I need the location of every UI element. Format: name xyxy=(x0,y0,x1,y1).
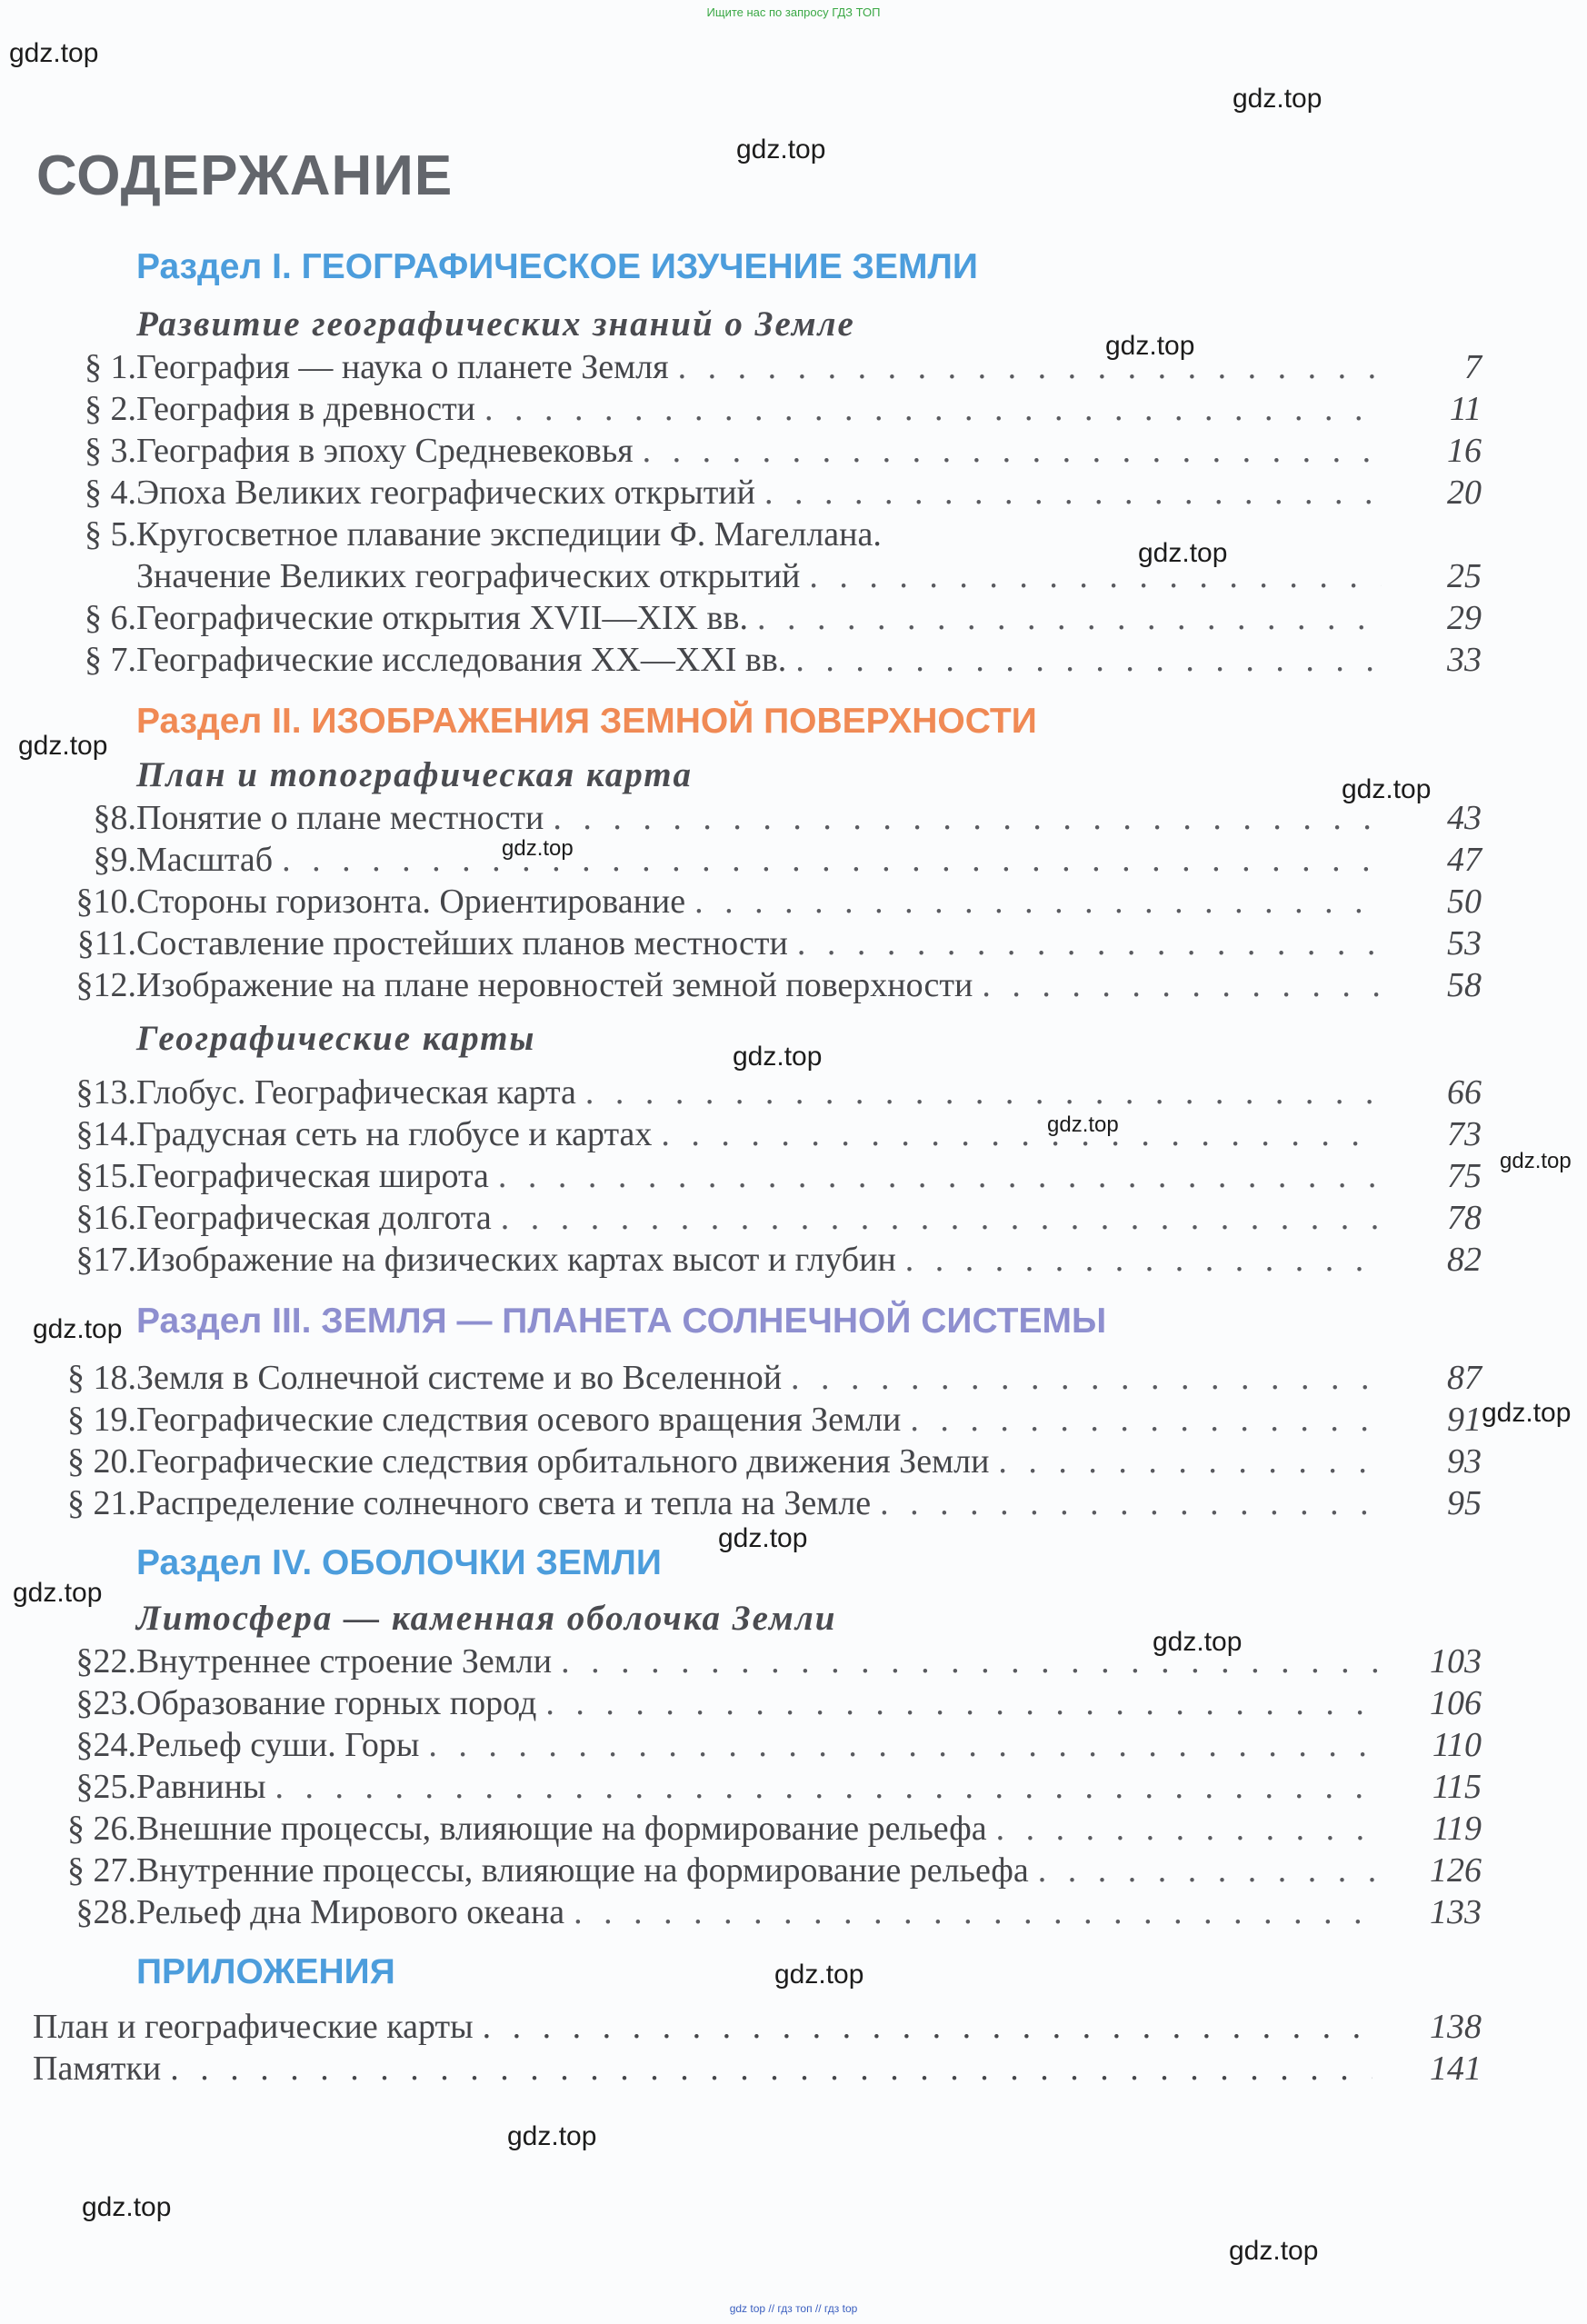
watermark-text: gdz.top xyxy=(1138,538,1228,568)
watermark-text: gdz.top xyxy=(507,2121,597,2151)
entry-page: 75 xyxy=(1447,1157,1482,1195)
watermark-text: gdz.top xyxy=(1482,1398,1572,1428)
watermark-text: gdz.top xyxy=(1105,331,1195,361)
entry-page: 43 xyxy=(1447,799,1482,837)
dot-leader xyxy=(973,965,1382,1005)
dot-leader xyxy=(552,1641,1382,1681)
dot-leader xyxy=(475,389,1382,429)
section-2-subheading: План и топографическая карта xyxy=(136,755,694,794)
entry-number: § 27. xyxy=(67,1851,136,1890)
watermark-text: gdz.top xyxy=(33,1314,123,1344)
toc-entry[interactable] xyxy=(36,1072,1482,1112)
entry-number: §23. xyxy=(75,1684,136,1722)
entry-number: §24. xyxy=(75,1726,136,1764)
toc-entry[interactable] xyxy=(36,1198,1482,1238)
entry-title: Внешние процессы, влияющие на формирование рельефа xyxy=(136,1810,987,1848)
entry-title: Географические открытия XVII—XIX вв. xyxy=(136,599,748,637)
entry-page: 119 xyxy=(1432,1810,1482,1848)
dot-leader xyxy=(161,2049,1372,2089)
entry-number: § 4. xyxy=(85,474,136,512)
entry-page: 93 xyxy=(1447,1442,1482,1481)
watermark-text: gdz.top xyxy=(1500,1149,1572,1173)
watermark-text: gdz.top xyxy=(733,1042,823,1072)
dot-leader xyxy=(265,1767,1382,1807)
toc-entry[interactable] xyxy=(36,640,1482,680)
entry-page: 106 xyxy=(1430,1684,1482,1722)
entry-page: 66 xyxy=(1447,1073,1482,1112)
entry-page: 133 xyxy=(1430,1893,1482,1931)
entry-page: 58 xyxy=(1447,966,1482,1004)
entry-page: 20 xyxy=(1447,474,1482,512)
entry-title: Глобус. Географическая карта xyxy=(136,1073,576,1112)
entry-title: Эпоха Великих географических открытий xyxy=(136,474,755,512)
entry-page: 82 xyxy=(1447,1241,1482,1279)
section-1-subheading: Развитие географических знаний о Земле xyxy=(136,304,855,344)
toc-entry[interactable] xyxy=(36,514,1482,554)
entry-title: Кругосветное плавание экспедиции Ф. Магеллана. xyxy=(136,515,882,554)
entry-page: 47 xyxy=(1447,841,1482,879)
section-2-subheading-2: Географические карты xyxy=(136,1019,536,1058)
toc-entry[interactable] xyxy=(36,965,1482,1005)
watermark-text: gdz.top xyxy=(1047,1112,1119,1137)
entry-number: §16. xyxy=(75,1199,136,1237)
watermark-text: gdz.top xyxy=(9,38,99,68)
toc-entry-continuation[interactable] xyxy=(36,556,1482,596)
entry-page: 50 xyxy=(1447,883,1482,921)
toc-entry[interactable] xyxy=(36,882,1482,922)
entry-number: § 6. xyxy=(85,599,136,637)
toc-entry[interactable] xyxy=(36,1114,1482,1154)
dot-leader xyxy=(786,640,1382,680)
section-4-subheading: Литосфера — каменная оболочка Земли xyxy=(136,1599,837,1638)
watermark-text: gdz.top xyxy=(1229,2236,1319,2266)
dot-leader xyxy=(489,1156,1382,1196)
entry-page: 91 xyxy=(1447,1401,1482,1439)
entry-title: Географические исследования XX—XXI вв. xyxy=(136,641,787,679)
entry-number: §11. xyxy=(76,924,136,963)
entry-number: §13. xyxy=(75,1073,136,1112)
dot-leader xyxy=(564,1892,1382,1932)
entry-page: 138 xyxy=(1430,2008,1482,2046)
dot-leader xyxy=(987,1809,1382,1849)
entry-title: Изображение на плане неровностей земной поверхности xyxy=(136,966,973,1004)
entry-title: География в эпоху Средневековья xyxy=(136,432,634,470)
toc-entry[interactable] xyxy=(36,1240,1482,1280)
toc-entry[interactable] xyxy=(36,798,1482,838)
dot-leader xyxy=(652,1114,1382,1154)
entry-title: Географические следствия осевого вращения Земли xyxy=(136,1401,902,1439)
watermark-text: gdz.top xyxy=(736,135,826,165)
entry-title: Значение Великих географических открытий xyxy=(136,557,801,595)
watermark-text: gdz.top xyxy=(774,1960,864,1990)
entry-title: Распределение солнечного света и тепла на Земле xyxy=(136,1484,872,1522)
entry-page: 11 xyxy=(1449,390,1482,428)
dot-leader xyxy=(474,2007,1372,2047)
entry-page: 29 xyxy=(1447,599,1482,637)
entry-number: § 2. xyxy=(85,390,136,428)
dot-leader xyxy=(748,598,1382,638)
appendix-entry[interactable] xyxy=(33,2007,1482,2047)
toc-entry[interactable] xyxy=(36,1641,1482,1681)
toc-entry[interactable] xyxy=(36,389,1482,429)
entry-title: География — наука о планете Земля xyxy=(136,348,669,386)
dot-leader xyxy=(685,882,1382,922)
entry-number: § 20. xyxy=(67,1442,136,1481)
entry-title: Градусная сеть на глобусе и картах xyxy=(136,1115,653,1153)
entry-title: План и географические карты xyxy=(33,2008,474,2046)
entry-title: Масштаб xyxy=(136,841,274,879)
toc-entry[interactable] xyxy=(36,840,1482,880)
dot-leader xyxy=(800,556,1382,596)
entry-number: § 3. xyxy=(85,432,136,470)
entry-page: 110 xyxy=(1432,1726,1482,1764)
entry-page: 16 xyxy=(1447,432,1482,470)
watermark-text: gdz.top xyxy=(1233,84,1322,114)
entry-title: Земля в Солнечной системе и во Вселенной xyxy=(136,1359,783,1397)
toc-entry[interactable] xyxy=(36,1683,1482,1723)
dot-leader xyxy=(782,1358,1382,1398)
dot-leader xyxy=(989,1441,1382,1481)
appendix-entry[interactable] xyxy=(33,2049,1482,2089)
page-title: СОДЕРЖАНИЕ xyxy=(36,145,454,207)
entry-page: 95 xyxy=(1447,1484,1482,1522)
dot-leader xyxy=(871,1483,1382,1523)
entry-title: Образование горных пород xyxy=(136,1684,537,1722)
entry-page: 33 xyxy=(1447,641,1482,679)
watermark-text: gdz.top xyxy=(502,836,574,861)
entry-number: § 26. xyxy=(67,1810,136,1848)
toc-entry[interactable] xyxy=(36,1156,1482,1196)
toc-entry[interactable] xyxy=(36,1483,1482,1523)
section-1-heading: Раздел I. ГЕОГРАФИЧЕСКОЕ ИЗУЧЕНИЕ ЗЕМЛИ xyxy=(136,247,978,286)
toc-entry[interactable] xyxy=(36,473,1482,513)
entry-number: §9. xyxy=(93,841,136,879)
entry-number: §22. xyxy=(75,1642,136,1681)
entry-number: §17. xyxy=(75,1241,136,1279)
watermark-text: gdz.top xyxy=(13,1578,103,1608)
entry-page: 115 xyxy=(1432,1768,1482,1806)
entry-page: 126 xyxy=(1430,1851,1482,1890)
toc-entry[interactable] xyxy=(36,431,1482,471)
entry-title: Составление простейших планов местности xyxy=(136,924,788,963)
toc-entry[interactable] xyxy=(36,1441,1482,1481)
dot-leader xyxy=(273,840,1382,880)
section-2-heading: Раздел II. ИЗОБРАЖЕНИЯ ЗЕМНОЙ ПОВЕРХНОСТИ xyxy=(136,702,1037,741)
watermark-text: gdz.top xyxy=(18,731,108,761)
entry-number: §14. xyxy=(75,1115,136,1153)
entry-title: Внутренние процессы, влияющие на формирование рельефа xyxy=(136,1851,1029,1890)
entry-number: § 5. xyxy=(85,515,136,554)
entry-number: §25. xyxy=(75,1768,136,1806)
entry-page: 78 xyxy=(1447,1199,1482,1237)
entry-number: § 21. xyxy=(67,1484,136,1522)
watermark-text: gdz.top xyxy=(1342,774,1432,804)
entry-number: §28. xyxy=(75,1893,136,1931)
entry-page: 87 xyxy=(1447,1359,1482,1397)
entry-number: § 7. xyxy=(85,641,136,679)
dot-leader xyxy=(901,1400,1382,1440)
entry-title: Равнины xyxy=(136,1768,266,1806)
footer-note: gdz top // гдз топ // гдз top xyxy=(729,2302,858,2315)
section-3-heading: Раздел III. ЗЕМЛЯ — ПЛАНЕТА СОЛНЕЧНОЙ СИСТЕМЫ xyxy=(136,1302,1107,1341)
dot-leader xyxy=(419,1725,1382,1765)
dot-leader xyxy=(536,1683,1382,1723)
dot-leader xyxy=(544,798,1382,838)
dot-leader xyxy=(669,347,1382,387)
entry-number: §12. xyxy=(75,966,136,1004)
entry-page: 7 xyxy=(1464,348,1482,386)
entry-number: § 1. xyxy=(85,348,136,386)
entry-title: География в древности xyxy=(136,390,476,428)
entry-number: §8. xyxy=(93,799,136,837)
entry-title: Изображение на физических картах высот и глубин xyxy=(136,1241,896,1279)
toc-entry[interactable] xyxy=(36,1767,1482,1807)
entry-title: Географические следствия орбитального движения Земли xyxy=(136,1442,990,1481)
dot-leader xyxy=(755,473,1382,513)
watermark-text: gdz.top xyxy=(718,1523,808,1553)
toc-entry[interactable] xyxy=(36,1725,1482,1765)
entry-title: Рельеф дна Мирового океана xyxy=(136,1893,565,1931)
toc-entry[interactable] xyxy=(36,923,1482,963)
dot-leader xyxy=(896,1240,1382,1280)
entry-title: Географическая широта xyxy=(136,1157,489,1195)
entry-title: Внутреннее строение Земли xyxy=(136,1642,553,1681)
entry-page: 141 xyxy=(1430,2050,1482,2088)
watermark-text: gdz.top xyxy=(82,2192,172,2222)
toc-entry[interactable] xyxy=(36,347,1482,387)
entry-title: Памятки xyxy=(33,2050,162,2088)
entry-page: 73 xyxy=(1447,1115,1482,1153)
entry-number: § 19. xyxy=(67,1401,136,1439)
toc-entry[interactable] xyxy=(36,1809,1482,1849)
toc-entry[interactable] xyxy=(36,1400,1482,1440)
entry-page: 103 xyxy=(1430,1642,1482,1681)
toc-entry[interactable] xyxy=(36,1850,1482,1890)
dot-leader xyxy=(634,431,1382,471)
header-note: Ищите нас по запросу ГДЗ ТОП xyxy=(706,5,881,19)
entry-page: 53 xyxy=(1447,924,1482,963)
entry-page: 25 xyxy=(1447,557,1482,595)
toc-entry[interactable] xyxy=(36,598,1482,638)
dot-leader xyxy=(788,923,1382,963)
section-4-heading: Раздел IV. ОБОЛОЧКИ ЗЕМЛИ xyxy=(136,1543,662,1582)
entry-title: Рельеф суши. Горы xyxy=(136,1726,420,1764)
toc-entry[interactable] xyxy=(36,1358,1482,1398)
appendix-heading: ПРИЛОЖЕНИЯ xyxy=(136,1952,395,1991)
dot-leader xyxy=(492,1198,1382,1238)
entry-title: Географическая долгота xyxy=(136,1199,492,1237)
toc-entry[interactable] xyxy=(36,1892,1482,1932)
watermark-text: gdz.top xyxy=(1153,1627,1243,1657)
entry-number: § 18. xyxy=(67,1359,136,1397)
entry-number: §10. xyxy=(75,883,136,921)
dot-leader xyxy=(576,1072,1382,1112)
entry-title: Понятие о плане местности xyxy=(136,799,544,837)
entry-title: Стороны горизонта. Ориентирование xyxy=(136,883,686,921)
dot-leader xyxy=(1029,1850,1382,1890)
entry-number: §15. xyxy=(75,1157,136,1195)
